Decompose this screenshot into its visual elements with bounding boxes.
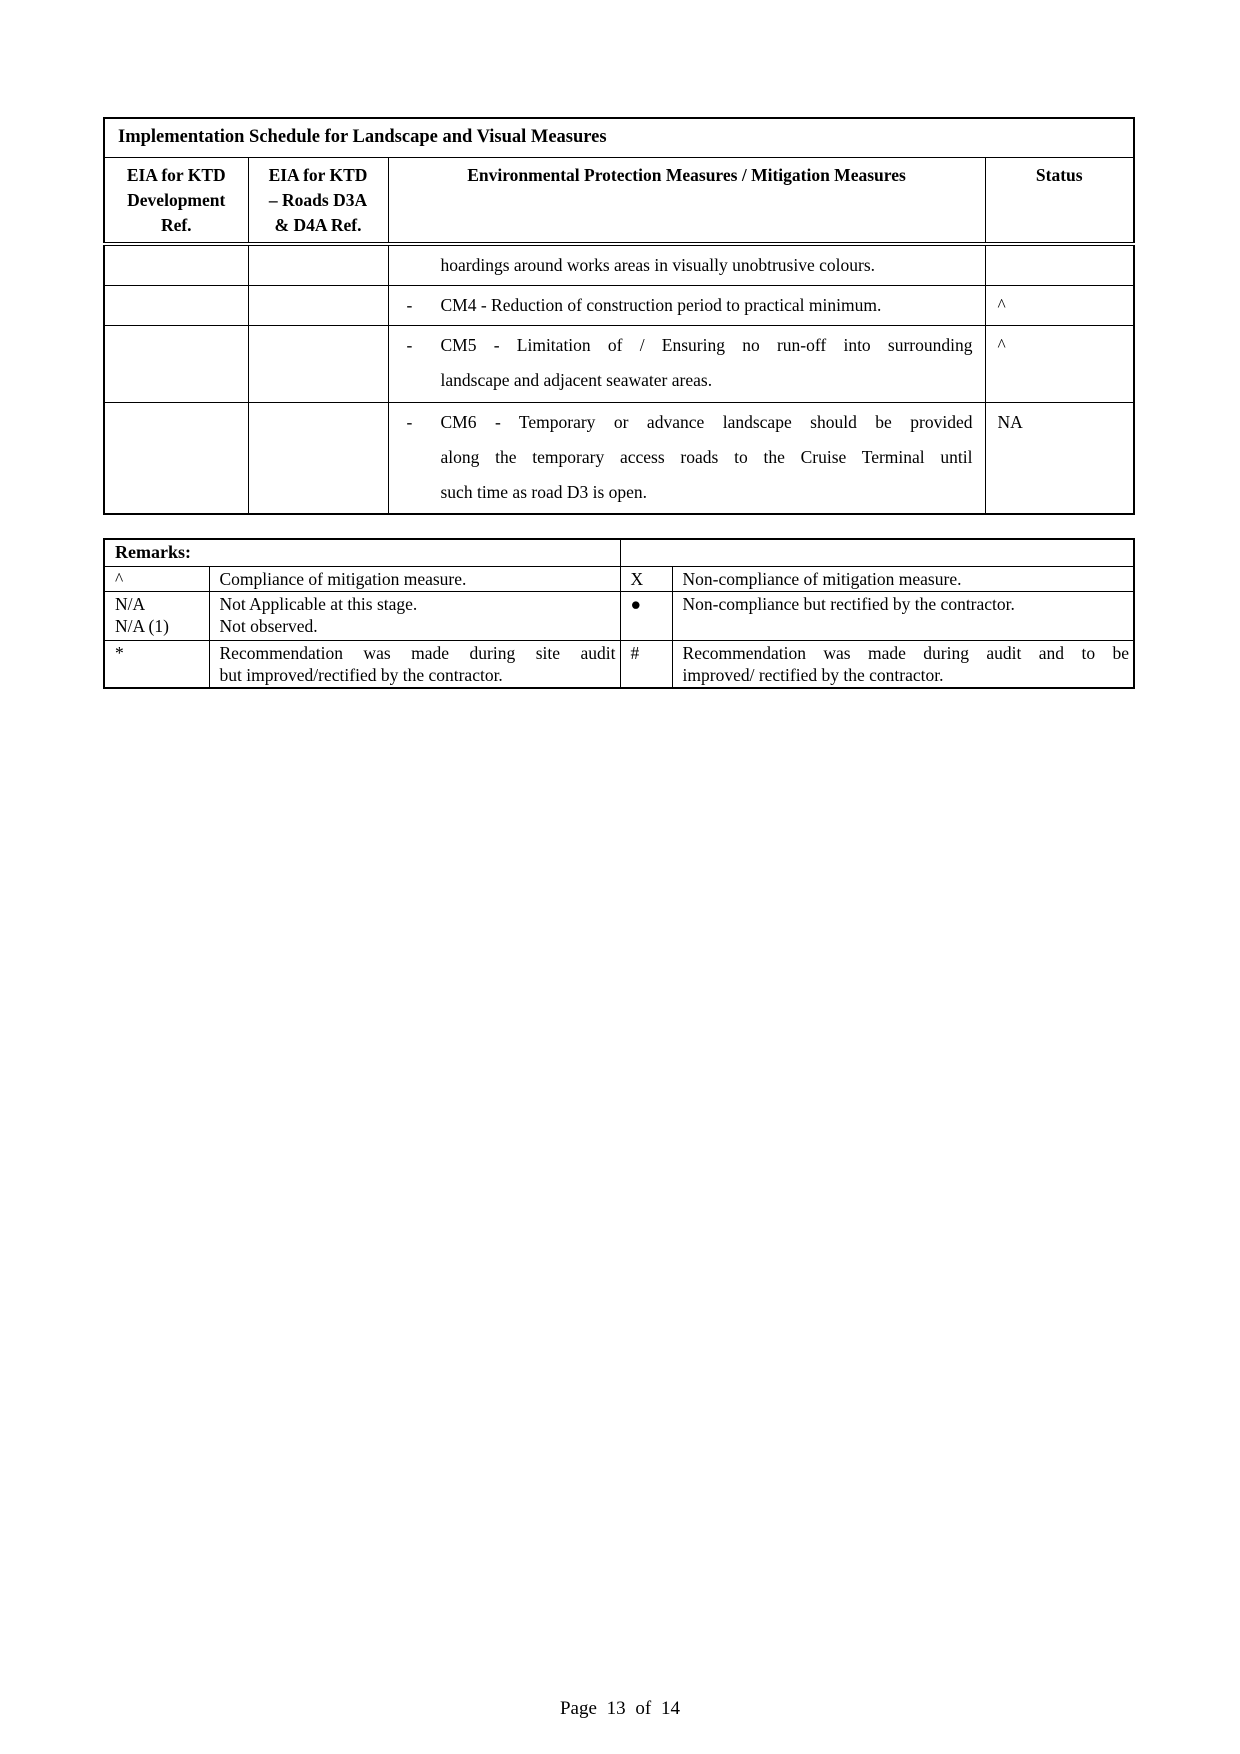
legend-description (209, 591, 620, 640)
list-dash: - (406, 294, 413, 315)
legend-symbol-line: N/A (115, 593, 146, 614)
table-row (104, 402, 1134, 514)
legend-symbol: X (620, 566, 672, 591)
header-line: Ref. (160, 214, 192, 235)
measure-line: such time as road D3 is open. (440, 481, 648, 502)
table-title-row (104, 118, 1134, 157)
legend-description-line: Not Applicable at this stage. (219, 593, 418, 614)
header-line: EIA for KTD (126, 164, 226, 185)
eia-ktd-ref-cell (104, 244, 248, 286)
header-line: EIA for KTD (268, 164, 368, 185)
header-line: & D4A Ref. (274, 214, 362, 235)
legend-description: Compliance of mitigation measure. (209, 566, 620, 591)
measure-line: CM6 - Temporary or advance landscape should be provided (440, 411, 973, 432)
measure-cell (388, 402, 985, 514)
status-cell: ^ (985, 285, 1134, 325)
measure-line: CM5 - Limitation of / Ensuring no run-off into surrounding (440, 334, 973, 355)
legend-symbol (104, 591, 209, 640)
legend-description: Non-compliance but rectified by the contractor. (672, 591, 1134, 640)
legend-description (672, 640, 1134, 688)
eia-ktd-ref-cell (104, 285, 248, 325)
legend-description-line: improved/ rectified by the contractor. (682, 664, 944, 685)
header-line: Development (127, 189, 226, 210)
list-dash: - (406, 334, 413, 355)
legend-description-line: Recommendation was made during site audit (219, 642, 616, 663)
legend-symbol: # (620, 640, 672, 688)
legend-symbol: ● (620, 591, 672, 640)
measure-cell (388, 325, 985, 402)
table-row (104, 244, 1134, 286)
remarks-title: Remarks: (104, 539, 620, 566)
list-dash: - (406, 411, 413, 432)
remarks-row (104, 566, 1134, 591)
legend-description (209, 640, 620, 688)
measure-line: CM4 - Reduction of construction period to practical minimum. (440, 294, 882, 315)
remarks-table (103, 538, 1135, 689)
implementation-schedule-table (103, 117, 1135, 515)
status-cell: NA (985, 402, 1134, 514)
legend-description: Non-compliance of mitigation measure. (672, 566, 1134, 591)
table-title: Implementation Schedule for Landscape and Visual Measures (104, 118, 1134, 157)
legend-description-line: Recommendation was made during audit and to be (682, 642, 1130, 663)
table-row (104, 325, 1134, 402)
eia-roads-ref-cell (248, 244, 388, 286)
remarks-row (104, 591, 1134, 640)
measure-cell (388, 244, 985, 286)
eia-roads-ref-cell (248, 285, 388, 325)
table-row (104, 285, 1134, 325)
table-header-row (104, 157, 1134, 244)
legend-symbol-line: N/A (1) (115, 615, 169, 636)
eia-ktd-ref-cell (104, 402, 248, 514)
header-line: – Roads D3A (268, 189, 368, 210)
eia-ktd-ref-cell (104, 325, 248, 402)
column-header-eia-roads-ref (248, 157, 388, 244)
measure-line: hoardings around works areas in visually unobtrusive colours. (440, 254, 876, 275)
measure-line: landscape and adjacent seawater areas. (440, 369, 713, 390)
legend-symbol: ^ (104, 566, 209, 591)
column-header-measures: Environmental Protection Measures / Mitigation Measures (388, 157, 985, 244)
measure-cell (388, 285, 985, 325)
eia-roads-ref-cell (248, 325, 388, 402)
remarks-row (104, 640, 1134, 688)
eia-roads-ref-cell (248, 402, 388, 514)
remarks-title-row (104, 539, 1134, 566)
legend-description-line: but improved/rectified by the contractor. (219, 664, 503, 685)
legend-description-line: Not observed. (219, 615, 318, 636)
status-cell (985, 244, 1134, 286)
measure-line: along the temporary access roads to the Cruise Terminal until (440, 446, 973, 467)
column-header-status: Status (985, 157, 1134, 244)
column-header-eia-ktd-ref (104, 157, 248, 244)
status-cell: ^ (985, 325, 1134, 402)
remarks-title-spacer-cell (620, 539, 1134, 566)
page-number: Page 13 of 14 (559, 1698, 680, 1719)
legend-symbol: * (104, 640, 209, 688)
